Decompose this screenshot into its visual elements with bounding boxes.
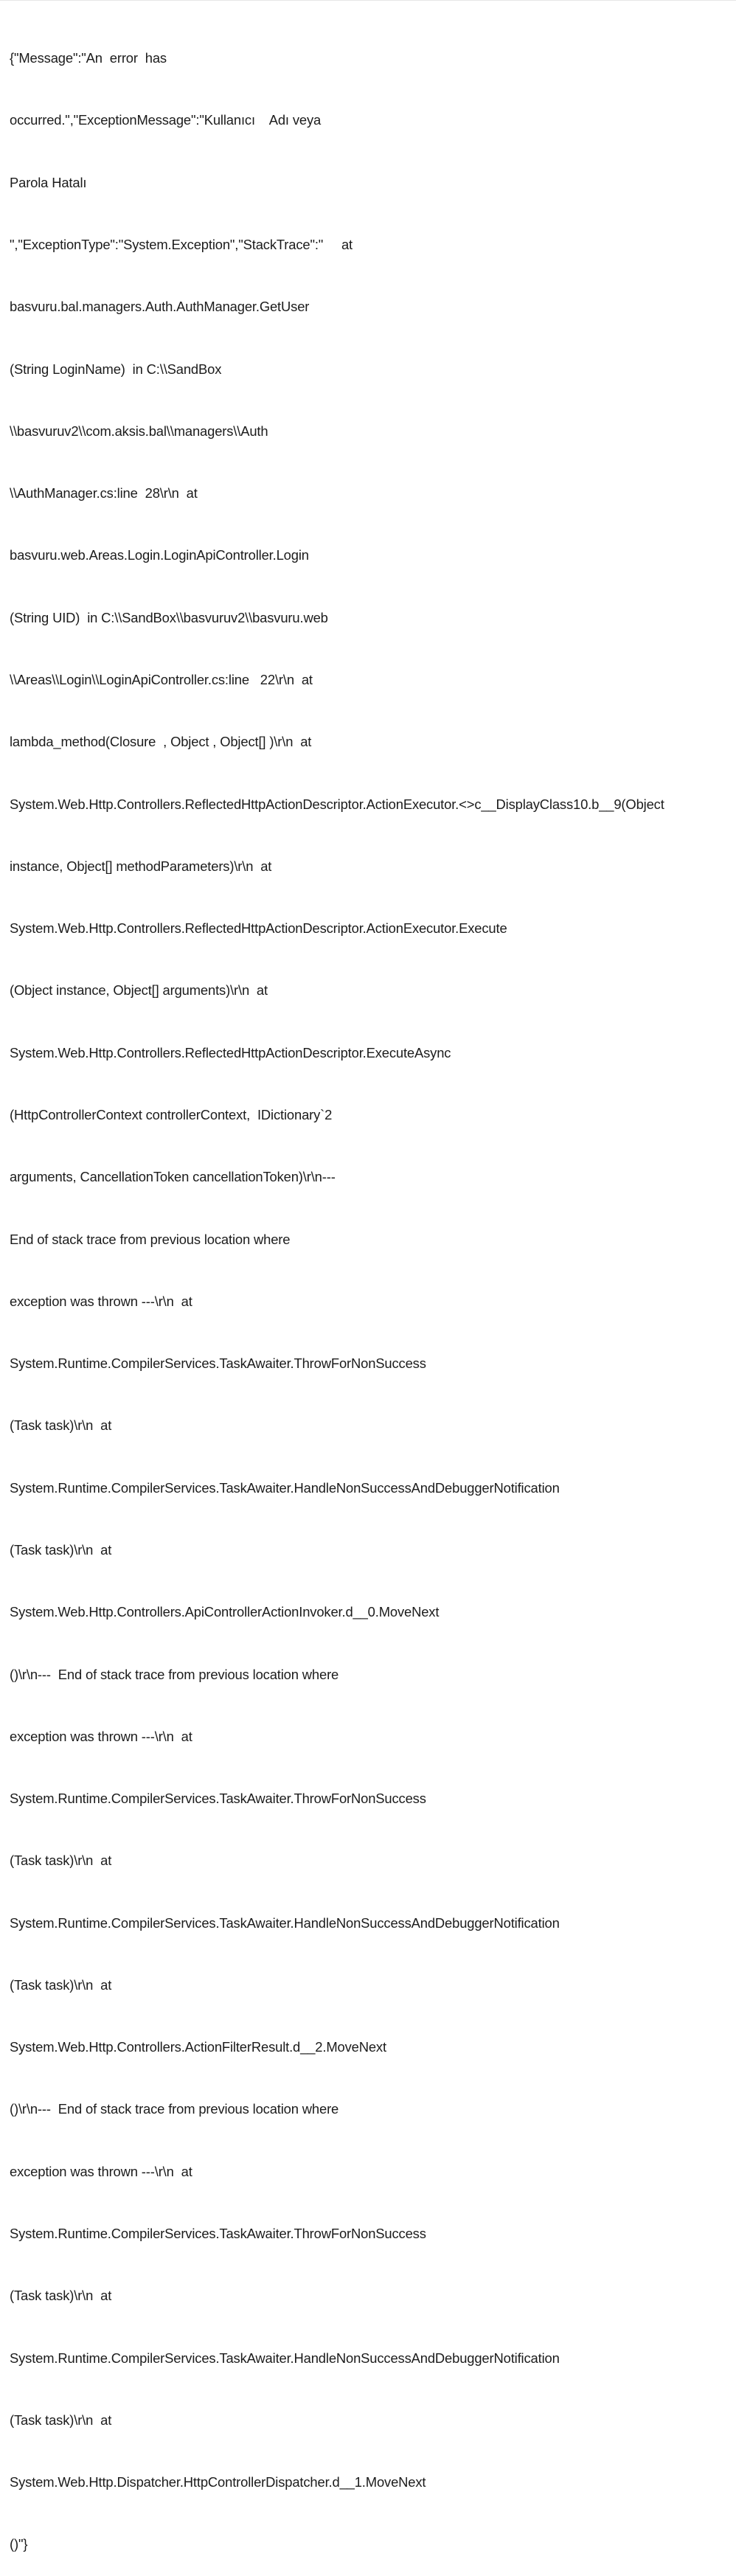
top-divider [0, 0, 736, 1]
response-line: instance, Object[] methodParameters)\r\n at [10, 858, 272, 874]
response-line: ","ExceptionType":"System.Exception","StackTrace":" at [10, 237, 353, 253]
response-line: System.Web.Http.Controllers.ReflectedHttpActionDescriptor.ActionExecutor.<>c__DisplayClass10.b__9(Object [10, 796, 664, 812]
response-line: Parola Hatalı [10, 174, 87, 190]
response-line: ()"} [10, 2536, 28, 2552]
response-line: System.Web.Http.Controllers.ReflectedHttpActionDescriptor.ActionExecutor.Execute [10, 920, 507, 937]
response-line: (Task task)\r\n at [10, 2412, 112, 2428]
response-line: \\Areas\\Login\\LoginApiController.cs:line 22\r\n at [10, 672, 313, 687]
response-line: System.Runtime.CompilerServices.TaskAwaiter.ThrowForNonSuccess [10, 1791, 426, 1807]
response-line: {"Message":"An error has [10, 50, 167, 66]
response-line: basvuru.web.Areas.Login.LoginApiController.Login [10, 547, 309, 563]
response-line: End of stack trace from previous location where [10, 1231, 291, 1247]
response-line: exception was thrown ---\r\n at [10, 1293, 192, 1309]
response-line: ()\r\n--- End of stack trace from previous location where [10, 2101, 339, 2117]
response-line: System.Runtime.CompilerServices.TaskAwaiter.ThrowForNonSuccess [10, 1355, 426, 1372]
response-line: System.Runtime.CompilerServices.TaskAwaiter.ThrowForNonSuccess [10, 2226, 426, 2242]
response-line: System.Runtime.CompilerServices.TaskAwaiter.HandleNonSuccessAndDebuggerNotification [10, 2350, 560, 2366]
response-line: (Task task)\r\n at [10, 2288, 112, 2304]
response-line: \\AuthManager.cs:line 28\r\n at [10, 485, 198, 501]
response-line: (HttpControllerContext controllerContext, IDictionary`2 [10, 1106, 333, 1122]
response-line: (Task task)\r\n at [10, 1541, 112, 1558]
response-line: (Task task)\r\n at [10, 1417, 112, 1434]
response-line: System.Web.Http.Dispatcher.HttpControllerDispatcher.d__1.MoveNext [10, 2474, 426, 2490]
response-line: System.Web.Http.Controllers.ActionFilterResult.d__2.MoveNext [10, 2039, 386, 2055]
response-line: System.Web.Http.Controllers.ApiControllerActionInvoker.d__0.MoveNext [10, 1604, 440, 1620]
response-line: exception was thrown ---\r\n at [10, 1728, 192, 1744]
response-line: (Object instance, Object[] arguments)\r\n at [10, 982, 268, 999]
response-line: System.Runtime.CompilerServices.TaskAwaiter.HandleNonSuccessAndDebuggerNotification [10, 1479, 560, 1496]
response-line: (Task task)\r\n at [10, 1976, 112, 1993]
response-line: basvuru.bal.managers.Auth.AuthManager.GetUser [10, 299, 310, 315]
response-line: System.Web.Http.Controllers.ReflectedHttpActionDescriptor.ExecuteAsync [10, 1044, 451, 1060]
error-response-body [10, 7, 729, 2576]
response-line: ()\r\n--- End of stack trace from previous location where [10, 1666, 339, 1682]
response-line: System.Runtime.CompilerServices.TaskAwaiter.HandleNonSuccessAndDebuggerNotification [10, 1914, 560, 1931]
response-line: arguments, CancellationToken cancellationToken)\r\n--- [10, 1169, 336, 1185]
response-line: exception was thrown ---\r\n at [10, 2163, 192, 2179]
response-line: occurred.","ExceptionMessage":"Kullanıcı Adı veya [10, 112, 322, 128]
response-line: (Task task)\r\n at [10, 1853, 112, 1869]
response-line: (String LoginName) in C:\\SandBox [10, 361, 222, 377]
response-line: \\basvuruv2\\com.aksis.bal\\managers\\Auth [10, 423, 268, 439]
response-line: (String UID) in C:\\SandBox\\basvuruv2\\basvuru.web [10, 609, 328, 625]
response-line: lambda_method(Closure , Object , Object[] )\r\n at [10, 734, 312, 750]
